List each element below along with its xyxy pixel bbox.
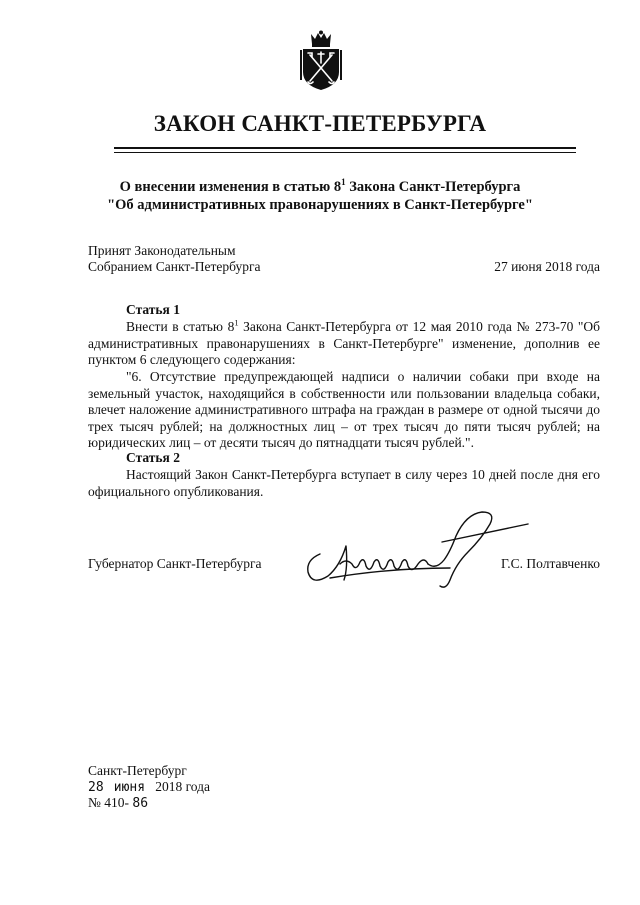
signatory-position: Губернатор Санкт-Петербурга [88,556,262,571]
signatory-name: Г.С. Полтавченко [500,556,600,571]
adoption-line-2: Собранием Санкт-Петербурга [88,259,261,274]
article-2-paragraph-1 [88,467,600,500]
article-1-paragraph-2 [88,369,600,452]
saint-petersburg-coat-of-arms-icon [299,30,343,92]
heading-line1-post: Закона Санкт-Петербурга [345,179,521,195]
article-1-p1-post: Закона Санкт-Петербурга от 12 мая 2010 года № 273-70 "Об административных правонарушениях в Санкт-Петербурге" изменение, дополнив ее пунктом 6 следующего содержания: [88,319,601,367]
article-2-p1-text: Настоящий Закон Санкт-Петербурга вступает в силу через 10 дней после дня его официального опубликования. [88,467,600,499]
article-1-superscript: 1 [234,317,239,328]
article-1-p1-pre: Внести в статью 8 [126,319,235,334]
title-divider-thin [114,152,576,153]
adoption-line-1: Принят Законодательным [88,243,236,258]
footer-number [88,795,148,812]
article-1-paragraph-1 [88,319,600,369]
footer-year: 2018 года [155,779,211,794]
handwritten-signature [300,506,540,594]
document-heading-line-1 [60,178,580,196]
adoption-date: 27 июня 2018 года [494,259,600,274]
footer-day: 28 [88,780,104,795]
footer-date [88,779,210,796]
footer-number-prefix: № 410- [88,795,130,810]
article-2-title: Статья 2 [126,450,180,465]
heading-line1-pre: О внесении изменения в статью 8 [119,179,342,195]
footer-month: июня [113,780,146,795]
heading-superscript: 1 [341,177,346,188]
footer-number-value: 86 [132,796,149,811]
footer-city: Санкт-Петербург [88,763,187,778]
document-heading-line-2: "Об административных правонарушениях в Санкт-Петербурге" [107,197,533,213]
article-1-title: Статья 1 [126,302,180,317]
article-1-p2-text: "6. Отсутствие предупреждающей надписи о наличии собаки при входе на земельный участок, находящийся в собственности или пользовании владельца собаки, влечет наложение административного штрафа на граждан в размере от одной тысячи до трех тысяч рублей; на должностных лиц – от трех тысяч до пяти тысяч рублей; на юридических лиц – от десяти тысяч до пятнадцати тысяч рублей.". [88,369,600,450]
law-title: ЗАКОН САНКТ-ПЕТЕРБУРГА [153,111,487,136]
title-divider [114,147,576,149]
